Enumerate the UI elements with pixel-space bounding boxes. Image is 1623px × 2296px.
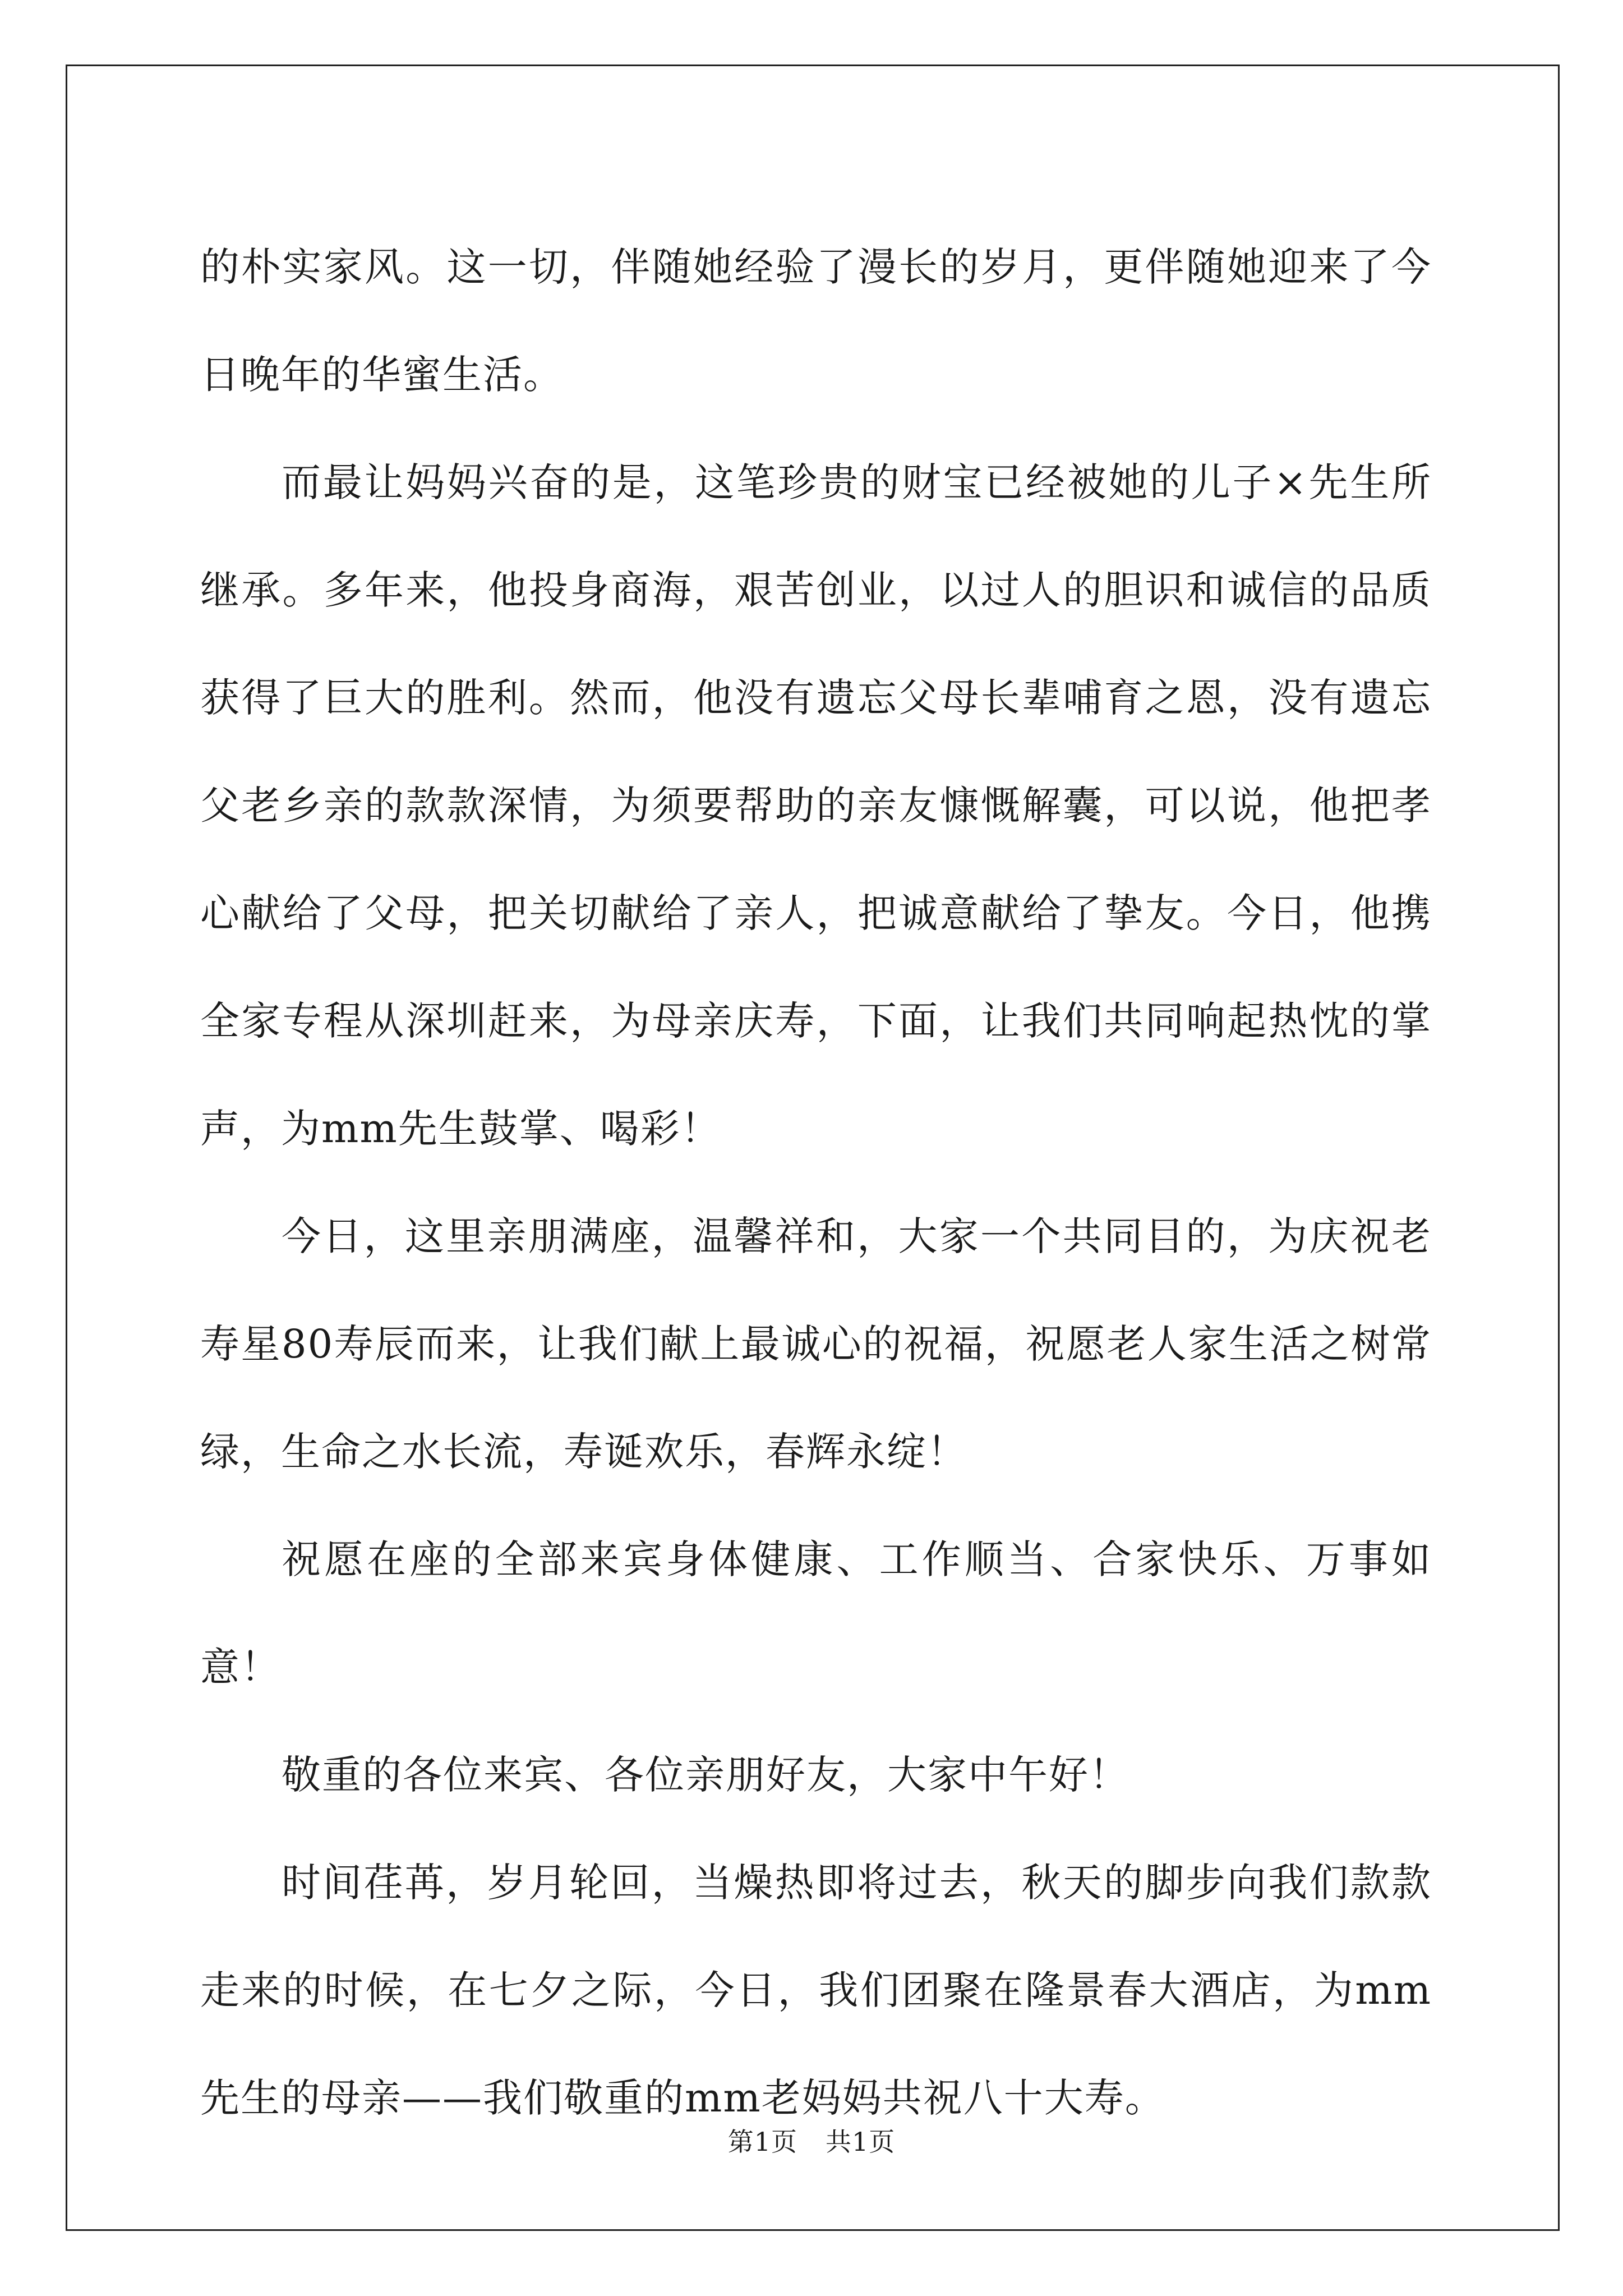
paragraph-birthday-blessing: 今日，这里亲朋满座，温馨祥和，大家一个共同目的，为庆祝老寿星80寿辰而来，让我们献上最诚心的祝福，祝愿老人家生活之树常绿，生命之水长流，寿诞欢乐，春辉永绽！ [200,1213,1432,1475]
document-body [200,213,1432,2152]
page-number: 第1页 [727,2127,797,2157]
paragraph-continued: 的朴实家风。这一切，伴随她经验了漫长的岁月，更伴随她迎来了今日晚年的华蜜生活。 [200,244,1432,398]
paragraph-greeting: 敬重的各位来宾、各位亲朋好友，大家中午好！ [282,1752,1129,1798]
paragraph-son-inheritance: 而最让妈妈兴奋的是，这笔珍贵的财宝已经被她的儿子×先生所继承。多年来，他投身商海，艰苦创业，以过人的胆识和诚信的品质获得了巨大的胜利。然而，他没有遗忘父母长辈哺育之恩，没有遗忘父老乡亲的款款深情，为须要帮助的亲友慷慨解囊，可以说，他把孝心献给了父母，把关切献给了亲人，把诚意献给了挚友。今日，他携全家专程从深圳赶来，为母亲庆寿，下面，让我们共同响起热忱的掌声，为mm先生鼓掌、喝彩！ [200,459,1432,1152]
page-footer [0,2122,1623,2159]
paragraph-opening: 时间荏苒，岁月轮回，当燥热即将过去，秋天的脚步向我们款款走来的时候，在七夕之际，今日，我们团聚在隆景春大酒店，为mm先生的母亲——我们敬重的mm老妈妈共祝八十大寿。 [200,1860,1432,2121]
paragraph-guest-wishes: 祝愿在座的全部来宾身体健康、工作顺当、合家快乐、万事如意！ [200,1536,1432,1690]
page-total: 共1页 [826,2127,896,2157]
